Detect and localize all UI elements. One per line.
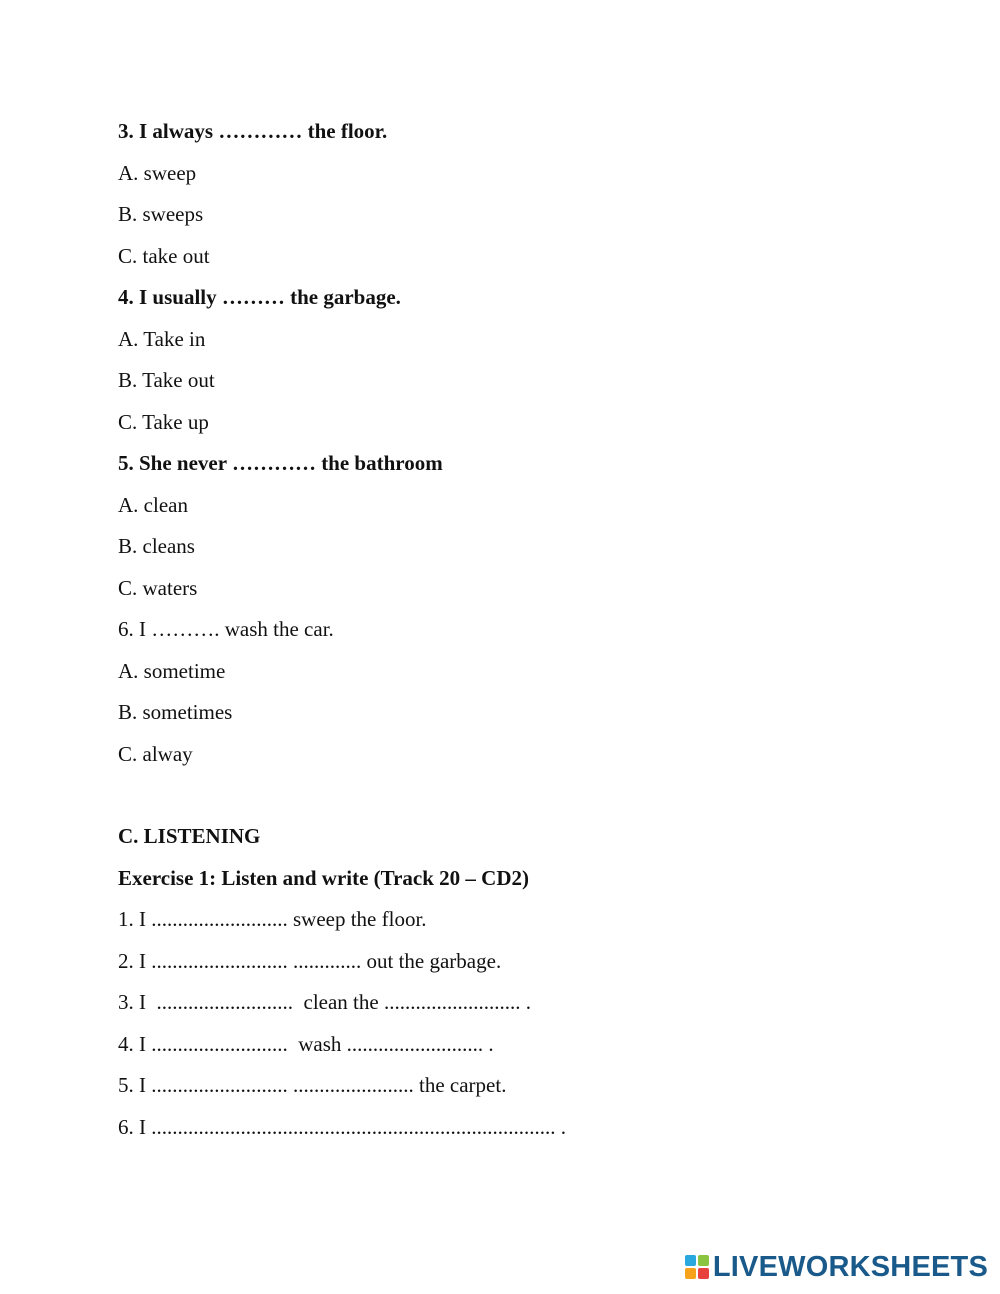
listening-item-4: 4. I .......................... wash .......................... . — [118, 1032, 494, 1056]
listening-item-2: 2. I .......................... ............. out the garbage. — [118, 949, 502, 973]
question-3-option-c: C. take out — [118, 244, 210, 268]
question-6-option-c: C. alway — [118, 742, 193, 766]
question-6-stem: 6. I ………. wash the car. — [118, 617, 334, 641]
listening-item-1: 1. I .......................... sweep the floor. — [118, 907, 427, 931]
brand-name: LIVEWORKSHEETS — [712, 1250, 988, 1283]
liveworksheets-watermark — [685, 1252, 988, 1282]
listening-item-3: 3. I .......................... clean the .......................... . — [118, 990, 531, 1014]
question-6-option-a: A. sometime — [118, 659, 226, 683]
listening-item-5: 5. I .......................... ....................... the carpet. — [118, 1073, 507, 1097]
question-3-option-a: A. sweep — [118, 161, 197, 185]
question-4-option-a: A. Take in — [118, 327, 206, 351]
question-4-option-b: B. Take out — [118, 368, 215, 392]
question-4-stem: 4. I usually ……… the garbage. — [118, 285, 401, 309]
question-5-option-a: A. clean — [118, 493, 188, 517]
listening-item-6: 6. I ............................................................................. . — [118, 1115, 566, 1139]
exercise-1-title: Exercise 1: Listen and write (Track 20 – CD2) — [118, 866, 529, 890]
question-3-option-b: B. sweeps — [118, 202, 204, 226]
question-5-stem: 5. She never ………… the bathroom — [118, 451, 443, 475]
question-4-option-c: C. Take up — [118, 410, 209, 434]
question-5-option-c: C. waters — [118, 576, 198, 600]
question-6-option-b: B. sometimes — [118, 700, 233, 724]
question-3-stem: 3. I always ………… the floor. — [118, 119, 388, 143]
question-5-option-b: B. cleans — [118, 534, 195, 558]
listening-heading: C. LISTENING — [118, 824, 261, 848]
liveworksheets-logo-icon — [685, 1255, 709, 1279]
